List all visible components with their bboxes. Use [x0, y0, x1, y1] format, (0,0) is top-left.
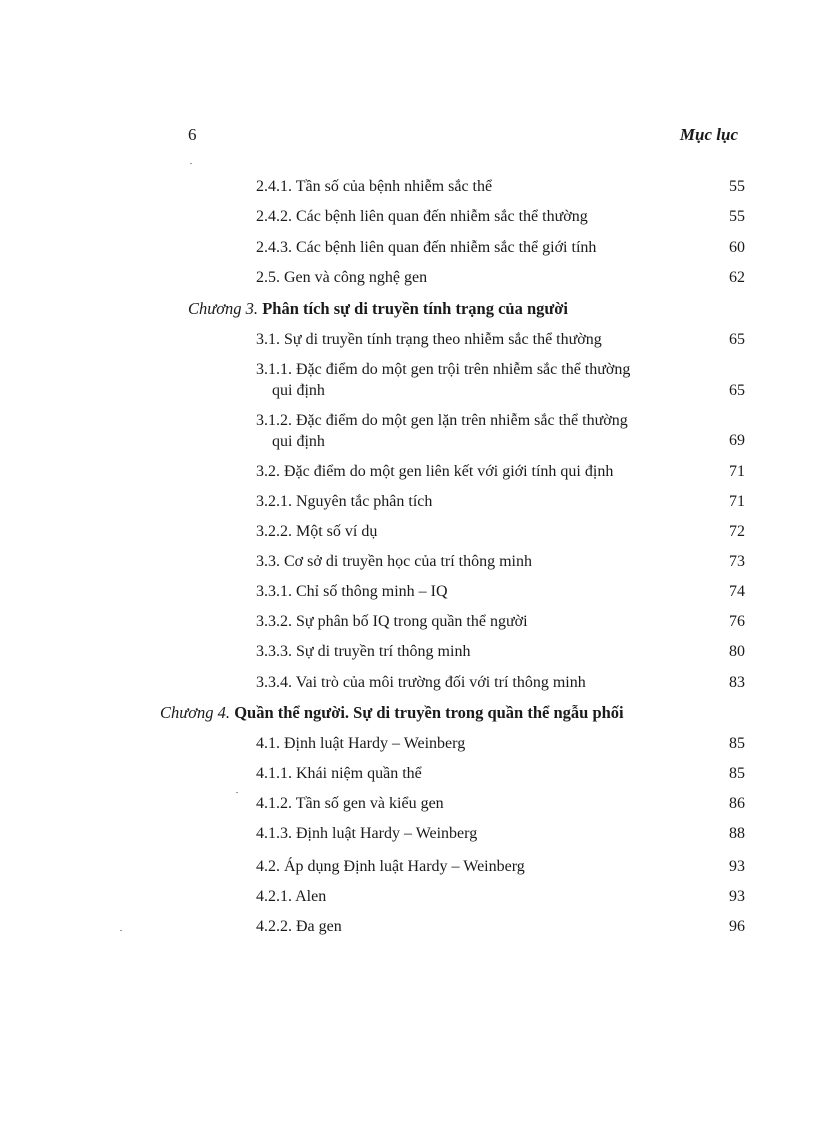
toc-entry	[256, 329, 602, 350]
toc-chapter-heading	[188, 298, 568, 319]
chapter-title: Quần thể người. Sự di truyền trong quần thể ngẫu phối	[234, 703, 624, 722]
toc-entry-title: 3.1.1. Đặc điểm do một gen trội trên nhiễm sắc thể thường	[256, 361, 631, 378]
toc-entry-page: 73	[729, 553, 745, 570]
toc-entry-title: 4.1. Định luật Hardy – Weinberg	[256, 735, 466, 752]
toc-entry-title: 4.2.1. Alen	[256, 888, 327, 905]
toc-entry	[256, 237, 596, 258]
toc-entry	[256, 916, 342, 937]
toc-entry-title: 2.5. Gen và công nghệ gen	[256, 269, 428, 286]
toc-entry-title: 3.3. Cơ sở di truyền học của trí thông minh	[256, 553, 532, 570]
toc-entry-page: 86	[729, 795, 745, 812]
toc-entry-page: 71	[729, 463, 745, 480]
toc-entry-page: 71	[729, 493, 745, 510]
scan-speck	[190, 163, 192, 164]
toc-entry-page: 69	[729, 432, 745, 449]
toc-entry-title: 4.2. Áp dụng Định luật Hardy – Weinberg	[256, 858, 525, 875]
toc-entry	[256, 491, 432, 512]
toc-chapter-heading	[160, 702, 624, 723]
chapter-label: Chương 3.	[188, 299, 259, 318]
toc-entry-title: 2.4.3. Các bệnh liên quan đến nhiễm sắc thể giới tính	[256, 239, 597, 256]
toc-entry-page: 96	[729, 918, 745, 935]
toc-entry-page: 65	[729, 382, 745, 399]
chapter-label: Chương 4.	[160, 703, 231, 722]
toc-entry-title: 4.1.3. Định luật Hardy – Weinberg	[256, 825, 478, 842]
toc-entry-page: 72	[729, 523, 745, 540]
toc-entry-title: 4.2.2. Đa gen	[256, 918, 342, 935]
toc-entry-title: 3.2.2. Một số ví dụ	[256, 523, 378, 540]
toc-entry	[256, 763, 422, 784]
toc-entry-title: 3.1. Sự di truyền tính trạng theo nhiễm sắc thể thường	[256, 331, 602, 348]
toc-entry-page: 60	[729, 239, 745, 256]
toc-entry	[256, 551, 532, 572]
toc-entry-title: 4.1.1. Khái niệm quần thể	[256, 765, 422, 782]
toc-entry-title: 3.2. Đặc điểm do một gen liên kết với giới tính qui định	[256, 463, 614, 480]
toc-entry-title: 3.3.1. Chỉ số thông minh – IQ	[256, 583, 448, 600]
toc-entry-page: 83	[729, 674, 745, 691]
toc-entry	[256, 823, 477, 844]
toc-entry-page: 76	[729, 613, 745, 630]
toc-entry	[256, 176, 492, 197]
toc-entry-title: 3.3.2. Sự phân bố IQ trong quần thể người	[256, 613, 528, 630]
toc-entry	[256, 521, 377, 542]
toc-entry	[256, 267, 427, 288]
toc-entry-page: 93	[729, 858, 745, 875]
toc-entry-title-continuation: qui định	[272, 382, 325, 399]
toc-entry-page: 80	[729, 643, 745, 660]
toc-entry	[256, 641, 470, 662]
toc-entry-page: 88	[729, 825, 745, 842]
toc-entry-page: 85	[729, 765, 745, 782]
toc-entry-page: 55	[729, 208, 745, 225]
toc-entry-title-continuation: qui định	[272, 433, 325, 450]
toc-entry	[256, 856, 525, 877]
toc-entry-title: 3.1.2. Đặc điểm do một gen lặn trên nhiễm sắc thể thường	[256, 412, 628, 429]
toc-entry-title: 4.1.2. Tần số gen và kiểu gen	[256, 795, 444, 812]
chapter-title: Phân tích sự di truyền tính trạng của người	[262, 299, 569, 318]
running-head: Mục lục	[679, 125, 738, 144]
page-number: 6	[188, 125, 197, 144]
toc-entry-title: 3.3.3. Sự di truyền trí thông minh	[256, 643, 471, 660]
toc-entry-title: 2.4.2. Các bệnh liên quan đến nhiễm sắc thể thường	[256, 208, 588, 225]
toc-entry	[256, 672, 586, 693]
toc-entry-page: 93	[729, 888, 745, 905]
toc-entry	[256, 410, 716, 452]
toc-entry-page: 74	[729, 583, 745, 600]
toc-entry	[256, 886, 326, 907]
toc-entry-page: 55	[729, 178, 745, 195]
scan-speck	[236, 792, 238, 793]
toc-entry-page: 62	[729, 269, 745, 286]
toc-entry-page: 85	[729, 735, 745, 752]
toc-entry	[256, 206, 588, 227]
scan-speck	[120, 930, 122, 931]
toc-entry-title: 3.3.4. Vai trò của môi trường đối với trí thông minh	[256, 674, 586, 691]
toc-entry	[256, 461, 613, 482]
toc-entry	[256, 733, 465, 754]
toc-entry-title: 2.4.1. Tần số của bệnh nhiễm sắc thể	[256, 178, 493, 195]
toc-entry	[256, 793, 444, 814]
toc-entry	[256, 611, 528, 632]
toc-entry	[256, 359, 716, 401]
toc-entry	[256, 581, 448, 602]
toc-entry-title: 3.2.1. Nguyên tắc phân tích	[256, 493, 433, 510]
toc-entry-page: 65	[729, 331, 745, 348]
